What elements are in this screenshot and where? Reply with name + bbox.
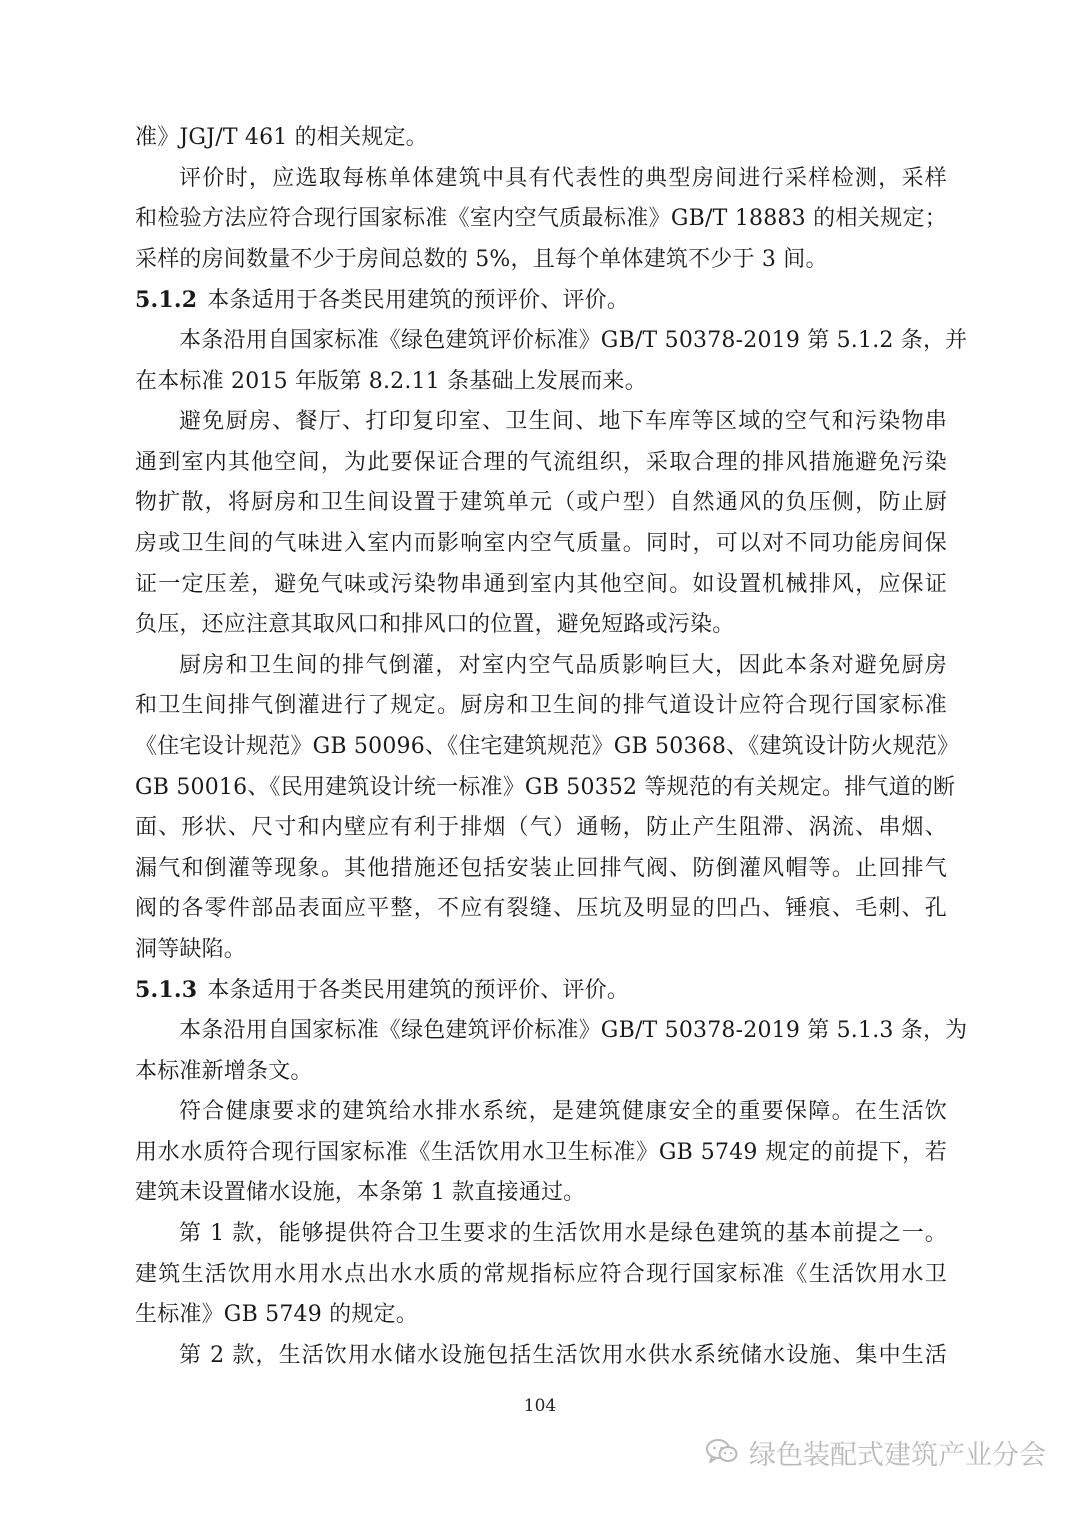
text-line xyxy=(135,1173,947,1214)
clause-heading-line xyxy=(135,280,947,321)
text-line xyxy=(135,808,947,849)
line-text: 漏气和倒灌等现象。其他措施还包括安装止回排气阀、防倒灌风帽等。止回排气 xyxy=(135,855,947,881)
line-text: 第 2 款，生活饮用水储水设施包括生活饮用水供水系统储水设施、集中生活 xyxy=(179,1342,947,1368)
text-line xyxy=(135,1295,947,1336)
line-text: 证一定压差，避免气味或污染物串通到室内其他空间。如设置机械排风，应保证 xyxy=(135,571,947,597)
line-text: 建筑未设置储水设施，本条第 1 款直接通过。 xyxy=(135,1180,586,1206)
text-line xyxy=(135,321,968,362)
line-text: 和卫生间排气倒灌进行了规定。厨房和卫生间的排气道设计应符合现行国家标准 xyxy=(135,693,947,719)
line-text: 本条适用于各类民用建筑的预评价、评价。 xyxy=(207,288,630,314)
line-text: 《住宅设计规范》GB 50096、《住宅建筑规范》GB 50368、《建筑设计防火规范》 xyxy=(135,733,960,759)
text-line xyxy=(135,930,947,971)
text-line xyxy=(135,1255,947,1296)
line-text: 阀的各零件部品表面应平整，不应有裂缝、压坑及明显的凹凸、锤痕、毛刺、孔 xyxy=(135,896,947,922)
line-text: 房或卫生间的气味进入室内而影响室内空气质量。同时，可以对不同功能房间保 xyxy=(135,530,947,556)
line-text: 厨房和卫生间的排气倒灌，对室内空气品质影响巨大，因此本条对避免厨房 xyxy=(179,652,947,678)
line-text: 负压，还应注意其取风口和排风口的位置，避免短路或污染。 xyxy=(135,612,735,638)
line-text: 建筑生活饮用水用水点出水水质的常规指标应符合现行国家标准《生活饮用水卫 xyxy=(135,1261,947,1287)
watermark xyxy=(705,1430,1046,1474)
text-line xyxy=(135,646,947,687)
line-text: 和检验方法应符合现行国家标准《室内空气质最标准》GB/T 18883 的相关规定； xyxy=(135,206,947,232)
page-number: 104 xyxy=(523,1396,557,1416)
text-line xyxy=(135,565,947,606)
text-line xyxy=(135,240,947,281)
line-text: 在本标准 2015 年版第 8.2.11 条基础上发展而来。 xyxy=(135,368,647,394)
line-text: 本标准新增条文。 xyxy=(135,1058,313,1084)
line-text: 评价时，应选取每栋单体建筑中具有代表性的典型房间进行采样检测，采样 xyxy=(179,165,947,191)
text-line xyxy=(135,402,947,443)
line-text: 本条沿用自国家标准《绿色建筑评价标准》GB/T 50378-2019 第 5.1.3 条，为 xyxy=(179,1018,968,1044)
text-line xyxy=(135,1092,947,1133)
line-text: 用水水质符合现行国家标准《生活饮用水卫生标准》GB 5749 规定的前提下，若 xyxy=(135,1139,947,1165)
line-text: 物扩散，将厨房和卫生间设置于建筑单元（或户型）自然通风的负压侧，防止厨 xyxy=(135,490,947,516)
text-line xyxy=(135,1133,947,1174)
text-line xyxy=(135,1336,947,1377)
line-text: GB 50016、《民用建筑设计统一标准》GB 50352 等规范的有关规定。排气道的断 xyxy=(135,774,956,800)
line-text: 通到室内其他空间，为此要保证合理的气流组织，采取合理的排风措施避免污染 xyxy=(135,449,947,475)
line-text: 避免厨房、餐厅、打印复印室、卫生间、地下车库等区域的空气和污染物串 xyxy=(179,409,947,435)
line-text: 生标准》GB 5749 的规定。 xyxy=(135,1302,418,1328)
clause-number: 5.1.3 xyxy=(135,977,198,1004)
line-text: 洞等缺陷。 xyxy=(135,936,247,962)
text-line xyxy=(135,768,956,809)
wechat-icon xyxy=(705,1437,739,1467)
text-line xyxy=(135,443,947,484)
line-text: 第 1 款，能够提供符合卫生要求的生活饮用水是绿色建筑的基本前提之一。 xyxy=(179,1221,947,1247)
line-text: 采样的房间数量不少于房间总数的 5%，且每个单体建筑不少于 3 间。 xyxy=(135,246,828,272)
line-text: 本条适用于各类民用建筑的预评价、评价。 xyxy=(207,978,630,1004)
text-line xyxy=(135,686,947,727)
text-line xyxy=(135,605,947,646)
text-line xyxy=(135,1052,947,1093)
text-line xyxy=(135,1214,947,1255)
text-line xyxy=(135,483,947,524)
line-text: 面、形状、尺寸和内壁应有利于排烟（气）通畅，防止产生阻滞、涡流、串烟、 xyxy=(135,815,947,841)
text-line xyxy=(135,849,947,890)
text-line xyxy=(135,362,947,403)
text-line xyxy=(135,1011,968,1052)
clause-number: 5.1.2 xyxy=(135,287,198,314)
text-line xyxy=(135,118,947,159)
text-line xyxy=(135,889,947,930)
line-text: 准》JGJ/T 461 的相关规定。 xyxy=(135,125,428,150)
text-line xyxy=(135,159,947,200)
line-text: 符合健康要求的建筑给水排水系统，是建筑健康安全的重要保障。在生活饮 xyxy=(179,1099,947,1125)
watermark-text: 绿色装配式建筑产业分会 xyxy=(749,1439,1046,1471)
text-line xyxy=(135,524,947,565)
document-body xyxy=(135,118,968,1376)
line-text: 本条沿用自国家标准《绿色建筑评价标准》GB/T 50378-2019 第 5.1.2 条，并 xyxy=(179,327,968,353)
text-line xyxy=(135,727,960,768)
clause-heading-line xyxy=(135,970,947,1011)
text-line xyxy=(135,199,947,240)
